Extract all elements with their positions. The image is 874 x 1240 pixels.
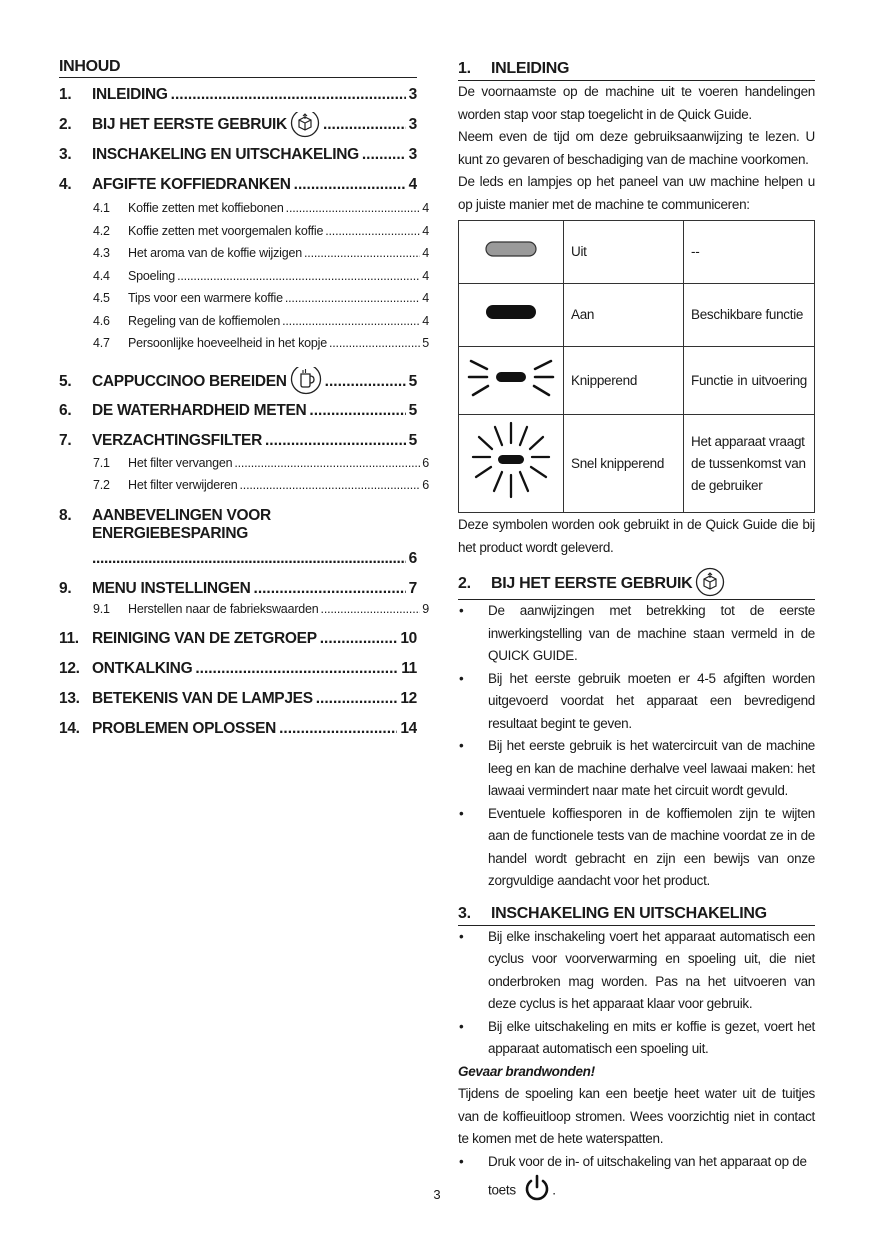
toc-subentry[interactable]: 4.2 Koffie zetten met voorgemalen koffie ..... 4: [93, 220, 429, 243]
list-item: • Druk voor de in- of uitschakeling van het apparaat op de toets .: [458, 1151, 815, 1209]
led-blinking-icon: [459, 347, 564, 415]
led-meaning-table: [458, 220, 815, 513]
toc-entry[interactable]: 11. REINIGING VAN DE ZETGROEP ..... 10: [59, 630, 417, 648]
toc-entry[interactable]: 5. CAPPUCCINOO BEREIDEN ..... 5: [59, 367, 417, 397]
toc-entry[interactable]: 3. INSCHAKELING EN UITSCHAKELING ..... 3: [59, 146, 417, 164]
toc-subentry[interactable]: 4.7 Persoonlijke hoeveelheid in het kopje ..... 5: [93, 332, 429, 355]
milk-jug-icon: [290, 367, 322, 397]
list-item: • Eventuele koffiesporen in de koffiemolen zijn te wijten aan de functionele tests van de machine voordat ze in de handel wordt gebracht en zijn een bewijs van onze zorgvuldige aandacht voor het product.: [459, 805, 815, 888]
table-row: Snel knipperend Het apparaat vraagt de tussenkomst van de gebruiker: [459, 415, 815, 513]
warning-text: Tijdens de spoeling kan een beetje heet water uit de tuitjes van de koffieuitloop stromen. Wees voorzichtig niet in contact te komen met de hete waterspatten.: [458, 1086, 815, 1146]
section-heading: 2. BIJ HET EERSTE GEBRUIK: [458, 569, 815, 600]
section-heading: 3. INSCHAKELING EN UITSCHAKELING: [458, 903, 815, 926]
paragraph: Deze symbolen worden ook gebruikt in de Quick Guide die bij het product wordt geleverd.: [458, 517, 815, 555]
paragraph: Neem even de tijd om deze gebruiksaanwijzing te lezen. U kunt zo gevaren of beschadiging van de machine voorkomen.: [458, 129, 815, 167]
toc-sublist-7: [59, 452, 429, 497]
toc-subentry[interactable]: 4.4 Spoeling ..... 4: [93, 265, 429, 288]
table-of-contents: [59, 58, 429, 738]
toc-entry[interactable]: 9. MENU INSTELLINGEN ..... 7: [59, 580, 417, 598]
toc-entry[interactable]: 14. PROBLEMEN OPLOSSEN ..... 14: [59, 720, 417, 738]
list-item: • De aanwijzingen met betrekking tot de eerste inwerkingstelling van de machine staan vermeld in de QUICK GUIDE.: [459, 603, 815, 663]
paragraph: De leds en lampjes op het paneel van uw machine helpen u op juiste manier met de machine te communiceren:: [458, 174, 815, 212]
led-fast-blinking-icon: [459, 415, 564, 513]
warning-heading: Gevaar brandwonden!: [458, 1063, 595, 1079]
page-number: 3: [433, 1187, 441, 1202]
toc-sublist-4: [59, 197, 429, 355]
toc-subentry[interactable]: 4.3 Het aroma van de koffie wijzigen ..... 4: [93, 242, 429, 265]
table-row: Aan Beschikbare functie: [459, 284, 815, 347]
toc-entry[interactable]: 2. BIJ HET EERSTE GEBRUIK ..... 3: [59, 112, 417, 138]
toc-entry[interactable]: 6. DE WATERHARDHEID METEN ..... 5: [59, 402, 417, 420]
list-item: • Bij het eerste gebruik is het watercircuit van de machine leeg en kan de machine derhalve veel lawaai maken: het lawaai vermindert naar mate het circuit wordt gevuld.: [459, 738, 815, 798]
toc-entry[interactable]: 8. AANBEVELINGEN VOOR ENERGIEBESPARING ..... 6: [59, 507, 417, 568]
toc-subentry[interactable]: 9.1 Herstellen naar de fabriekswaarden ..... 9: [93, 598, 429, 621]
content-column: [458, 58, 815, 1209]
led-on-icon: [459, 284, 564, 347]
list-item: • Bij het eerste gebruik moeten er 4-5 afgiften worden uitgevoerd voordat het apparaat een bevredigend resultaat begint te geven.: [459, 670, 815, 731]
toc-subentry[interactable]: 4.1 Koffie zetten met koffiebonen ..... 4: [93, 197, 429, 220]
toc-subentry[interactable]: 7.1 Het filter vervangen ..... 6: [93, 452, 429, 475]
toc-subentry[interactable]: 4.6 Regeling van de koffiemolen ..... 4: [93, 310, 429, 333]
toc-title: INHOUD: [59, 58, 417, 78]
toc-entry[interactable]: 7. VERZACHTINGSFILTER ..... 5: [59, 432, 417, 450]
coffee-bean-box-icon: [290, 112, 320, 138]
list-item: • Bij elke uitschakeling en mits er koffie is gezet, voert het apparaat automatisch een spoeling uit.: [459, 1018, 815, 1056]
list-item: • Bij elke inschakeling voert het apparaat automatisch een cyclus voor voorverwarming en spoeling uit, die niet onderbroken mag worden. Pas na het uitvoeren van deze cyclus is het apparaat klaar voor gebruik.: [459, 928, 815, 1011]
table-row: Knipperend Functie in uitvoering: [459, 347, 815, 415]
paragraph: De voornaamste op de machine uit te voeren handelingen worden stap voor stap toegelicht in de Quick Guide.: [458, 84, 815, 122]
toc-subentry[interactable]: 4.5 Tips voor een warmere koffie ..... 4: [93, 287, 429, 310]
toc-entry[interactable]: 1. INLEIDING ..... 3: [59, 86, 417, 104]
table-row: Uit --: [459, 221, 815, 284]
coffee-bean-box-icon: [695, 567, 725, 602]
toc-entry[interactable]: 12. ONTKALKING ..... 11: [59, 660, 417, 678]
section-heading: 1. INLEIDING: [458, 58, 815, 81]
toc-entry[interactable]: 13. BETEKENIS VAN DE LAMPJES ..... 12: [59, 690, 417, 708]
led-off-icon: [459, 221, 564, 284]
toc-subentry[interactable]: 7.2 Het filter verwijderen ..... 6: [93, 474, 429, 497]
toc-entry[interactable]: 4. AFGIFTE KOFFIEDRANKEN ..... 4: [59, 176, 417, 194]
toc-sublist-9: [59, 598, 429, 621]
